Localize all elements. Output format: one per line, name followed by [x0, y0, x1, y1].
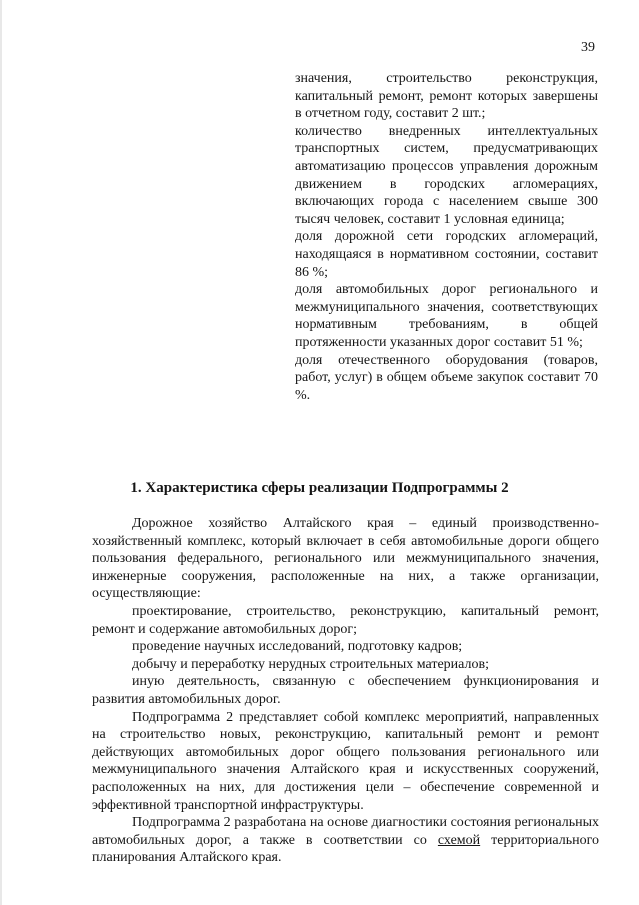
- list-item: иную деятельность, связанную с обеспечением функционирования и развития автомобильных дорог.: [92, 674, 599, 707]
- list-item: проведение научных исследований, подготовку кадров;: [132, 639, 463, 655]
- indicator-item: доля автомобильных дорог регионального и межмуниципального значения, соответствующих нормативным требованиям, в общей протяженности указанных дорог составит 51 %;: [295, 282, 598, 350]
- indicators-list: [295, 70, 598, 404]
- paragraph-last: [92, 814, 599, 867]
- scheme-link[interactable]: схемой: [437, 832, 481, 848]
- paragraph: Дорожное хозяйство Алтайского края – единый производственно-хозяйственный комплекс, который включает в себя автомобильные дороги общего пользования федерального, регионального или межмуниципального значения, инженерные сооружения, расположенные на них, а также организации, осуществляющие:: [92, 516, 599, 602]
- list-item: проектирование, строительство, реконструкцию, капитальный ремонт, ремонт и содержание автомобильных дорог;: [92, 603, 599, 637]
- scan-edge: [0, 0, 2, 905]
- indicator-item: значения, строительство реконструкция, капитальный ремонт, ремонт которых завершены в отчетном году, составит 2 шт.;: [295, 71, 598, 122]
- page-number: 39: [581, 40, 595, 55]
- indicator-item: доля отечественного оборудования (товаров, работ, услуг) в общем объеме закупок составит 70 %.: [295, 352, 598, 403]
- paragraph: Подпрограмма 2 представляет собой комплекс мероприятий, направленных на строительство новых, реконструкцию, капитальный ремонт и ремонт действующих автомобильных дорог общего пользования регионального или межмуниципального значения Алтайского края и искусственных сооружений, расположенных на них, для достижения цели – обеспечение современной и эффективной транспортной инфраструктуры.: [92, 709, 599, 813]
- text-before-link: Подпрограмма 2 разработана на основе диагностики состояния региональных автомобильных дорог, а также в соответствии со: [92, 815, 599, 848]
- indicator-item: доля дорожной сети городских агломераций, находящаяся в нормативном состоянии, составит 86 %;: [295, 229, 598, 280]
- section-title: 1. Характеристика сферы реализации Подпрограммы 2: [130, 480, 509, 496]
- text-after-link: территориального планирования Алтайского края.: [92, 832, 600, 866]
- list-item: добычу и переработку нерудных строительных материалов;: [132, 656, 489, 672]
- indicator-item: количество внедренных интеллектуальных транспортных систем, предусматривающих автоматизацию процессов управления дорожным движением в городских агломерациях, включающих города с населением свыше 300 тысяч человек, составит 1 условная единица;: [295, 123, 598, 227]
- section-body: [92, 515, 599, 867]
